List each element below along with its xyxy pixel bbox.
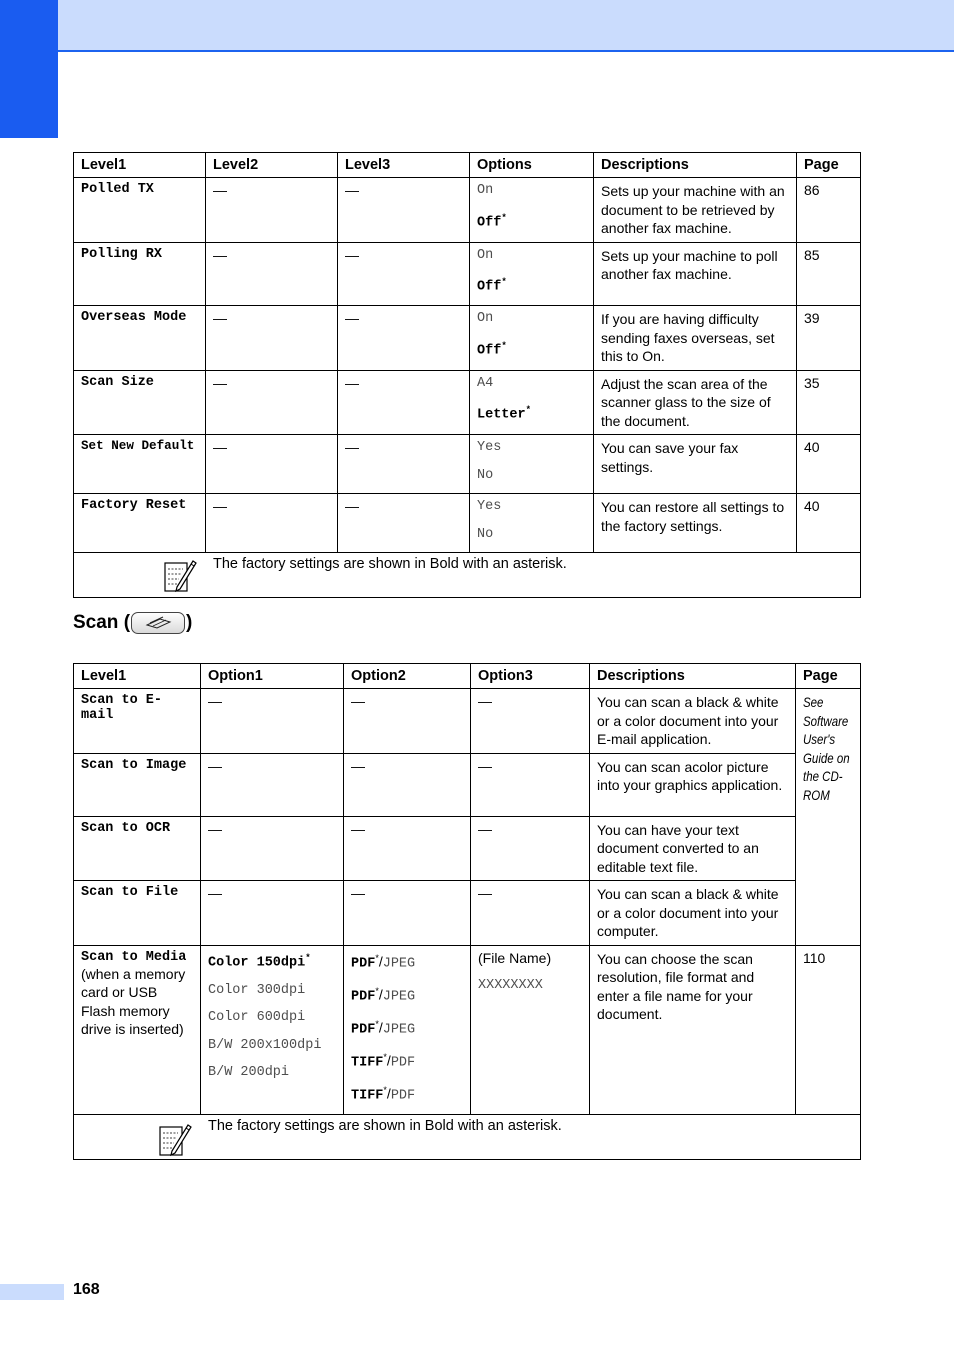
option-value: Yes bbox=[477, 499, 502, 514]
level1-cell: Factory Reset bbox=[74, 494, 206, 553]
option-default bbox=[208, 945, 336, 977]
table-header-row bbox=[74, 153, 861, 178]
option-default-label: Off bbox=[477, 215, 502, 230]
option1-cell: — bbox=[201, 689, 344, 754]
description-cell: Sets up your machine to poll another fax machine. bbox=[594, 242, 797, 306]
description-cell: You can restore all settings to the factory settings. bbox=[594, 494, 797, 553]
option-default bbox=[477, 397, 586, 429]
slash: / bbox=[386, 1085, 391, 1102]
note-cell bbox=[74, 1115, 861, 1160]
level1-cell bbox=[74, 945, 201, 1115]
format-alternative: PDF bbox=[390, 1088, 416, 1104]
header-level1: Level1 bbox=[74, 153, 206, 178]
table-row bbox=[74, 753, 861, 816]
option1-cell: — bbox=[201, 753, 344, 816]
option1-cell: — bbox=[201, 881, 344, 946]
note-cell bbox=[74, 553, 861, 598]
note-pencil-icon bbox=[163, 557, 197, 593]
fax-settings-table bbox=[73, 152, 861, 598]
asterisk: * bbox=[501, 212, 507, 223]
note-text: The factory settings are shown in Bold with an asterisk. bbox=[208, 1118, 562, 1135]
level1-cell: Polling RX bbox=[74, 242, 206, 306]
level3-cell: — bbox=[338, 370, 470, 435]
header-options: Options bbox=[470, 153, 594, 178]
level1-cell: Scan to OCR bbox=[74, 816, 201, 881]
options-cell bbox=[470, 242, 594, 306]
note-pencil-icon bbox=[158, 1121, 192, 1157]
asterisk: * bbox=[375, 985, 379, 996]
asterisk: * bbox=[383, 1051, 387, 1062]
option-default-label: Off bbox=[477, 279, 502, 295]
slash: / bbox=[378, 1019, 383, 1036]
options-cell bbox=[470, 178, 594, 243]
format-alternative: JPEG bbox=[382, 1022, 416, 1038]
format-option bbox=[351, 1077, 463, 1110]
header-level3: Level3 bbox=[338, 153, 470, 178]
see-software-guide-text: See Software User's Guide on the CD-ROM bbox=[803, 694, 850, 803]
option-default-label: Off bbox=[477, 343, 502, 358]
note-row bbox=[74, 1115, 861, 1160]
table-row bbox=[74, 435, 861, 494]
option3-cell: — bbox=[471, 881, 590, 946]
header-page: Page bbox=[796, 664, 861, 689]
option2-cell: — bbox=[344, 689, 471, 754]
header-option3: Option3 bbox=[471, 664, 590, 689]
format-option bbox=[351, 945, 463, 978]
asterisk: * bbox=[375, 1018, 379, 1029]
format-default: PDF bbox=[351, 1022, 376, 1038]
description-cell: Adjust the scan area of the scanner glass to the size of the document. bbox=[594, 370, 797, 435]
description-cell: You can save your fax settings. bbox=[594, 435, 797, 494]
section-title-suffix: ) bbox=[186, 612, 193, 633]
table-header-row bbox=[74, 664, 861, 689]
asterisk: * bbox=[383, 1085, 387, 1096]
asterisk: * bbox=[525, 405, 532, 415]
level1-cell: Set New Default bbox=[74, 435, 206, 494]
description-cell: You can scan a black & white or a color document into your computer. bbox=[590, 881, 796, 946]
level1-cell: Scan to Image bbox=[74, 753, 201, 816]
format-default: PDF bbox=[351, 956, 376, 972]
format-default: TIFF bbox=[351, 1088, 384, 1104]
header-option1: Option1 bbox=[201, 664, 344, 689]
option-default bbox=[477, 269, 586, 301]
header-page: Page bbox=[797, 153, 861, 178]
page-number-bar bbox=[0, 1284, 64, 1300]
section-title-text: Scan ( bbox=[73, 612, 131, 633]
options-cell bbox=[470, 494, 594, 553]
asterisk: * bbox=[375, 952, 379, 963]
level3-cell: — bbox=[338, 435, 470, 494]
option3-cell: — bbox=[471, 753, 590, 816]
option1-cell bbox=[201, 945, 344, 1115]
level2-cell: — bbox=[206, 242, 338, 306]
table-row bbox=[74, 370, 861, 435]
header-descriptions: Descriptions bbox=[594, 153, 797, 178]
page-cell: 110 bbox=[796, 945, 861, 1115]
note-text: The factory settings are shown in Bold with an asterisk. bbox=[213, 556, 567, 572]
description-cell: If you are having difficulty sending faxes overseas, set this to On. bbox=[594, 306, 797, 371]
option-default bbox=[477, 205, 586, 237]
format-alternative: JPEG bbox=[382, 989, 416, 1005]
header-level2: Level2 bbox=[206, 153, 338, 178]
level3-cell: — bbox=[338, 178, 470, 243]
level3-cell: — bbox=[338, 306, 470, 371]
option3-cell bbox=[471, 945, 590, 1115]
description-cell: You can choose the scan resolution, file format and enter a file name for your document. bbox=[590, 945, 796, 1115]
slash: / bbox=[378, 986, 383, 1003]
format-alternative: JPEG bbox=[382, 956, 416, 972]
format-option bbox=[351, 1044, 463, 1077]
option-value: Yes bbox=[477, 440, 502, 455]
header-level1: Level1 bbox=[74, 664, 201, 689]
level1-label: Scan to Media bbox=[81, 949, 187, 965]
level1-cell: Polled TX bbox=[74, 178, 206, 243]
level2-cell: — bbox=[206, 178, 338, 243]
option-default-label: Letter bbox=[477, 407, 526, 423]
options-cell bbox=[470, 435, 594, 494]
level1-cell: Overseas Mode bbox=[74, 306, 206, 371]
section-title bbox=[73, 612, 192, 634]
option3-cell: — bbox=[471, 816, 590, 881]
table-row bbox=[74, 494, 861, 553]
page-cell: 85 bbox=[797, 242, 861, 306]
option-default bbox=[477, 333, 586, 365]
option2-cell: — bbox=[344, 816, 471, 881]
description-cell: You can scan a black & white or a color document into your E-mail application. bbox=[590, 689, 796, 754]
level1-cell: Scan to File bbox=[74, 881, 201, 946]
option2-cell: — bbox=[344, 881, 471, 946]
option-value: B/W 200x100dpi bbox=[208, 1037, 322, 1053]
table-row bbox=[74, 816, 861, 881]
scan-key-icon bbox=[131, 612, 185, 634]
level1-cell: Scan Size bbox=[74, 370, 206, 435]
level2-cell: — bbox=[206, 306, 338, 371]
page-cell: 40 bbox=[797, 435, 861, 494]
asterisk: * bbox=[501, 277, 507, 287]
option-value: No bbox=[477, 467, 494, 483]
description-cell: You can scan acolor picture into your graphics application. bbox=[590, 753, 796, 816]
option-value: Color 600dpi bbox=[208, 1010, 306, 1025]
table-row bbox=[74, 306, 861, 371]
slash: / bbox=[386, 1052, 391, 1069]
level3-cell: — bbox=[338, 494, 470, 553]
option-value: B/W 200dpi bbox=[208, 1065, 290, 1080]
format-option bbox=[351, 1011, 463, 1044]
note-row bbox=[74, 553, 861, 598]
level2-cell: — bbox=[206, 494, 338, 553]
page-number: 168 bbox=[73, 1281, 100, 1298]
table-row bbox=[74, 178, 861, 243]
option1-cell: — bbox=[201, 816, 344, 881]
file-name-label: (File Name) bbox=[478, 949, 552, 966]
level2-cell: — bbox=[206, 435, 338, 494]
option-value: On bbox=[477, 311, 494, 326]
page-cell: 35 bbox=[797, 370, 861, 435]
chapter-tab bbox=[0, 0, 58, 138]
asterisk: * bbox=[305, 952, 311, 963]
description-cell: Sets up your machine with an document to be retrieved by another fax machine. bbox=[594, 178, 797, 243]
option-value: On bbox=[477, 183, 494, 198]
options-cell bbox=[470, 306, 594, 371]
option-value: No bbox=[477, 526, 494, 542]
header-band bbox=[0, 0, 954, 52]
format-default: TIFF bbox=[351, 1055, 384, 1071]
options-cell bbox=[470, 370, 594, 435]
table-row bbox=[74, 945, 861, 1115]
option3-cell: — bbox=[471, 689, 590, 754]
page-cell: 86 bbox=[797, 178, 861, 243]
table-row bbox=[74, 881, 861, 946]
table-row bbox=[74, 689, 861, 754]
scan-settings-table bbox=[73, 663, 861, 1160]
option-value: On bbox=[477, 247, 494, 263]
header-option2: Option2 bbox=[344, 664, 471, 689]
level1-cell: Scan to E-mail bbox=[74, 689, 201, 754]
option-value: Color 300dpi bbox=[208, 982, 306, 998]
format-default: PDF bbox=[351, 989, 376, 1005]
slash: / bbox=[378, 953, 383, 970]
page-cell: 39 bbox=[797, 306, 861, 371]
option-value: A4 bbox=[477, 375, 494, 391]
file-name-value: XXXXXXXX bbox=[478, 978, 543, 993]
format-alternative: PDF bbox=[390, 1055, 416, 1071]
table-row bbox=[74, 242, 861, 306]
option-default-label: Color 150dpi bbox=[208, 955, 306, 970]
option2-cell bbox=[344, 945, 471, 1115]
asterisk: * bbox=[501, 340, 507, 351]
header-descriptions: Descriptions bbox=[590, 664, 796, 689]
level3-cell: — bbox=[338, 242, 470, 306]
page-cell-reference bbox=[796, 689, 861, 946]
page-cell: 40 bbox=[797, 494, 861, 553]
description-cell: You can have your text document converted to an editable text file. bbox=[590, 816, 796, 881]
format-option bbox=[351, 978, 463, 1011]
level2-cell: — bbox=[206, 370, 338, 435]
option2-cell: — bbox=[344, 753, 471, 816]
level1-note: (when a memory card or USB Flash memory drive is inserted) bbox=[81, 965, 186, 1037]
